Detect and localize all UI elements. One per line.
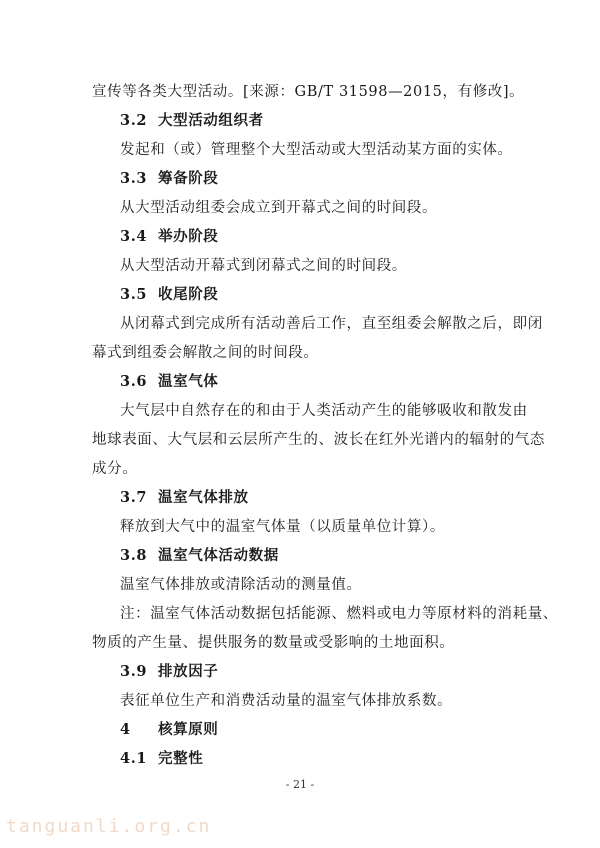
- section-heading: [120, 488, 249, 508]
- body-line: 温室气体排放或清除活动的测量值。: [120, 577, 362, 593]
- section-number: 3.4: [120, 228, 148, 245]
- note-line: 注：温室气体活动数据包括能源、燃料或电力等原材料的消耗量、: [120, 606, 558, 622]
- section-number: 3.2: [120, 112, 148, 129]
- section-title: 温室气体: [158, 373, 219, 390]
- section-title: 大型活动组织者: [158, 112, 264, 129]
- section-heading: [120, 749, 203, 769]
- watermark: tanguanli.org.cn: [6, 816, 212, 837]
- body-line: 从闭幕式到完成所有活动善后工作，直至组委会解散之后，即闭: [120, 316, 543, 332]
- section-title: 收尾阶段: [158, 286, 219, 303]
- section-number: 3.7: [120, 489, 148, 506]
- page-number: - 21 -: [285, 778, 315, 791]
- section-number: 3.6: [120, 373, 148, 390]
- section-number: 3.5: [120, 286, 148, 303]
- section-number: 4: [120, 721, 131, 738]
- section-heading: [120, 111, 264, 131]
- section-heading: [120, 169, 218, 189]
- section-heading: [120, 662, 218, 682]
- body-line: 从大型活动组委会成立到开幕式之间的时间段。: [120, 200, 438, 216]
- section-title: 排放因子: [158, 663, 219, 680]
- body-line: 成分。: [92, 461, 138, 477]
- body-line: 释放到大气中的温室气体量（以质量单位计算）。: [120, 519, 445, 535]
- section-number: 4.1: [120, 750, 148, 767]
- section-number: 3.3: [120, 170, 148, 187]
- section-heading: [120, 285, 218, 305]
- section-title: 温室气体排放: [158, 489, 249, 506]
- section-title: 完整性: [158, 750, 204, 767]
- body-line: 表征单位生产和消费活动量的温室气体排放系数。: [120, 693, 453, 709]
- section-title: 筹备阶段: [158, 170, 219, 187]
- section-number: 3.9: [120, 663, 148, 680]
- body-line: 从大型活动开幕式到闭幕式之间的时间段。: [120, 258, 407, 274]
- section-title: 举办阶段: [158, 228, 219, 245]
- section-heading: [120, 546, 279, 566]
- section-title: 温室气体活动数据: [158, 547, 279, 564]
- section-number: 3.8: [120, 547, 148, 564]
- body-line: 宣传等各类大型活动。[来源：GB/T 31598—2015，有修改]。: [92, 84, 525, 100]
- section-heading: [120, 372, 218, 392]
- body-line: 幕式到组委会解散之间的时间段。: [92, 345, 319, 361]
- body-line: 大气层中自然存在的和由于人类活动产生的能够吸收和散发由: [120, 403, 528, 419]
- section-heading: [120, 720, 218, 740]
- note-line: 物质的产生量、提供服务的数量或受影响的土地面积。: [92, 635, 455, 651]
- body-line: 发起和（或）管理整个大型活动或大型活动某方面的实体。: [120, 142, 513, 158]
- section-heading: [120, 227, 218, 247]
- body-line: 地球表面、大气层和云层所产生的、波长在红外光谱内的辐射的气态: [92, 432, 545, 448]
- section-title: 核算原则: [158, 721, 219, 738]
